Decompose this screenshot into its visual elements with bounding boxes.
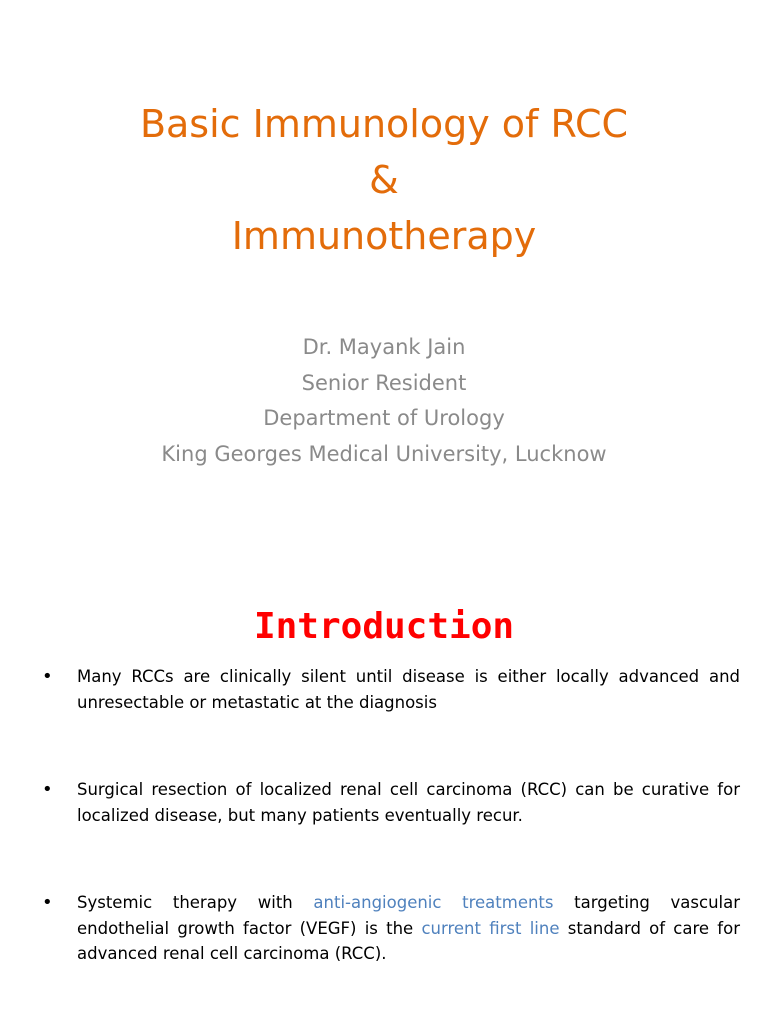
presenter-institution: King Georges Medical University, Lucknow bbox=[161, 441, 607, 466]
presenter-info bbox=[0, 330, 768, 472]
introduction-slide bbox=[0, 576, 768, 1024]
presenter-role: Senior Resident bbox=[301, 370, 467, 395]
slide-heading: Introduction bbox=[253, 606, 515, 647]
title-line: Immunotherapy bbox=[231, 214, 537, 258]
presenter-name: Dr. Mayank Jain bbox=[302, 335, 466, 359]
bullet-text-segment: targeting vascular endothelial growth factor (VEGF) is the bbox=[77, 893, 741, 938]
bullet-text: Many RCCs are clinically silent until disease is either locally advanced and unresectable or metastatic at the diagnosis bbox=[77, 667, 740, 712]
bullet-text bbox=[77, 890, 740, 967]
bullet-text: Surgical resection of localized renal cell carcinoma (RCC) can be curative for localized disease, but many patients eventually recur. bbox=[77, 780, 740, 825]
bullet-text-segment: standard of care for advanced renal cell carcinoma (RCC). bbox=[77, 918, 740, 963]
highlighted-term: anti-angiogenic treatments bbox=[313, 893, 554, 912]
title-line: & bbox=[369, 158, 399, 202]
bullet-text-segment: Systemic therapy with bbox=[77, 893, 314, 912]
title-line: Basic Immunology of RCC bbox=[139, 102, 629, 146]
bullet-icon: • bbox=[42, 779, 53, 800]
presenter-department: Department of Urology bbox=[263, 406, 505, 430]
bullet-icon: • bbox=[42, 892, 53, 913]
bullet-icon: • bbox=[42, 666, 53, 687]
presentation-title bbox=[0, 96, 768, 264]
highlighted-term: current first line bbox=[421, 918, 560, 938]
